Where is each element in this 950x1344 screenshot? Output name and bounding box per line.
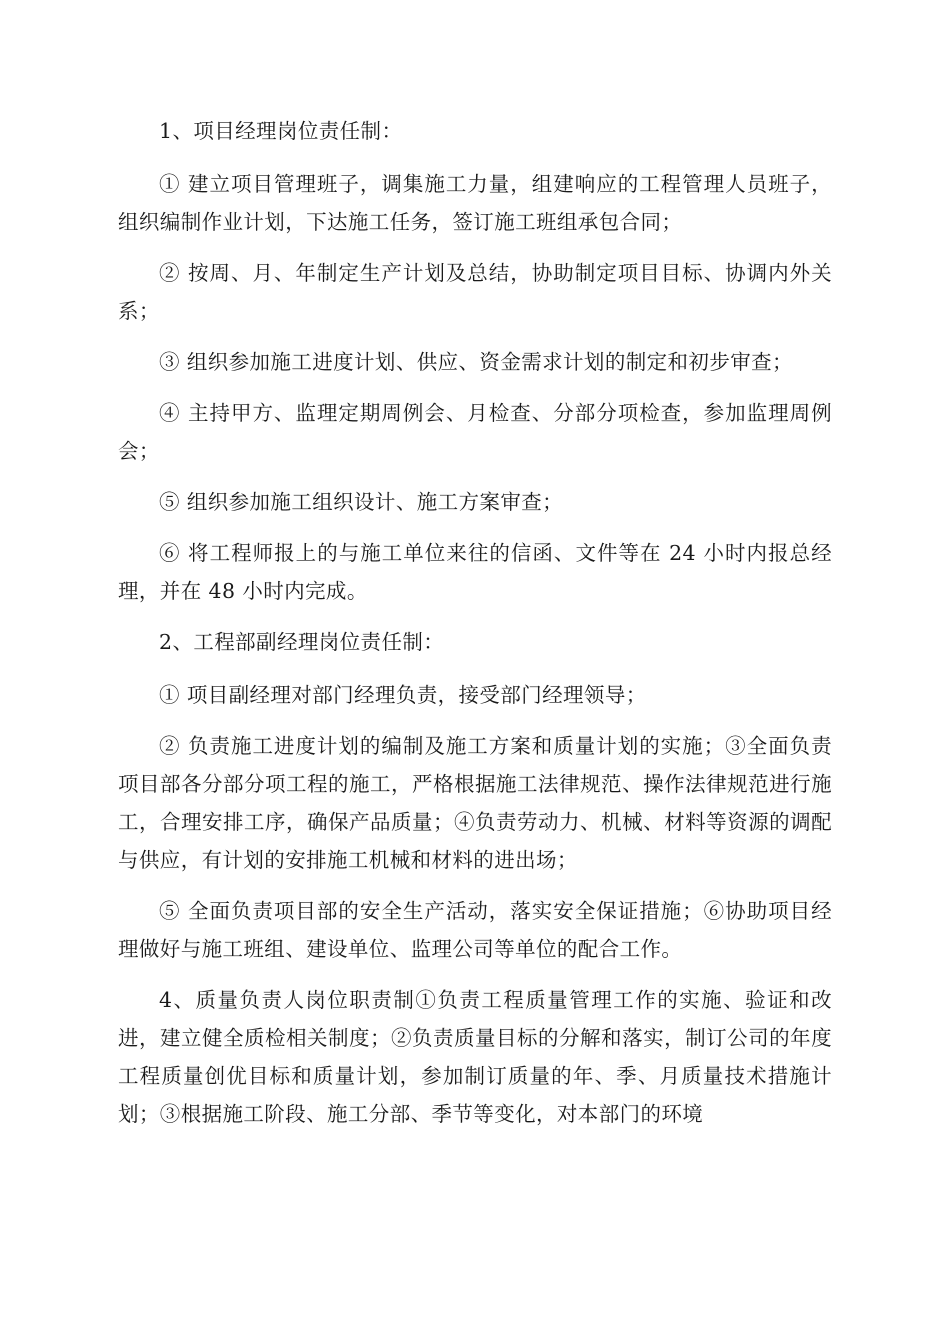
paragraph-1-1: ① 建立项目管理班子，调集施工力量，组建响应的工程管理人员班子，组织编制作业计划，下达施工任务，签订施工班组承包合同； (118, 172, 832, 234)
document-body (118, 112, 832, 1146)
paragraph-2-1: ① 项目副经理对部门经理负责，接受部门经理领导； (159, 683, 647, 707)
paragraph-1-2: ② 按周、月、年制定生产计划及总结，协助制定项目目标、协调内外关系； (118, 261, 832, 323)
section-paragraph-4: 4、质量负责人岗位职责制①负责工程质量管理工作的实施、验证和改进，建立健全质检相关制度；②负责质量目标的分解和落实，制订公司的年度工程质量创优目标和质量计划，参加制订质量的年、季、月质量技术措施计划；③根据施工阶段、施工分部、季节等变化，对本部门的环境 (118, 988, 832, 1126)
paragraph-1-6: ⑥ 将工程师报上的与施工单位来往的信函、文件等在 24 小时内报总经理，并在 48 小时内完成。 (118, 541, 832, 603)
paragraph-1-3: ③ 组织参加施工进度计划、供应、资金需求计划的制定和初步审查； (159, 350, 793, 374)
section-heading-2: 2、工程部副经理岗位责任制： (159, 630, 445, 654)
paragraph-2-3: ⑤ 全面负责项目部的安全生产活动，落实安全保证措施；⑥协助项目经理做好与施工班组、建设单位、监理公司等单位的配合工作。 (118, 899, 832, 961)
paragraph-2-2: ② 负责施工进度计划的编制及施工方案和质量计划的实施；③全面负责项目部各分部分项工程的施工，严格根据施工法律规范、操作法律规范进行施工，合理安排工序，确保产品质量；④负责劳动力、机械、材料等资源的调配与供应，有计划的安排施工机械和材料的进出场； (118, 734, 832, 872)
paragraph-1-4: ④ 主持甲方、监理定期周例会、月检查、分部分项检查，参加监理周例会； (118, 401, 832, 463)
paragraph-1-5: ⑤ 组织参加施工组织设计、施工方案审查； (159, 490, 564, 514)
section-heading-1: 1、项目经理岗位责任制： (159, 119, 403, 143)
